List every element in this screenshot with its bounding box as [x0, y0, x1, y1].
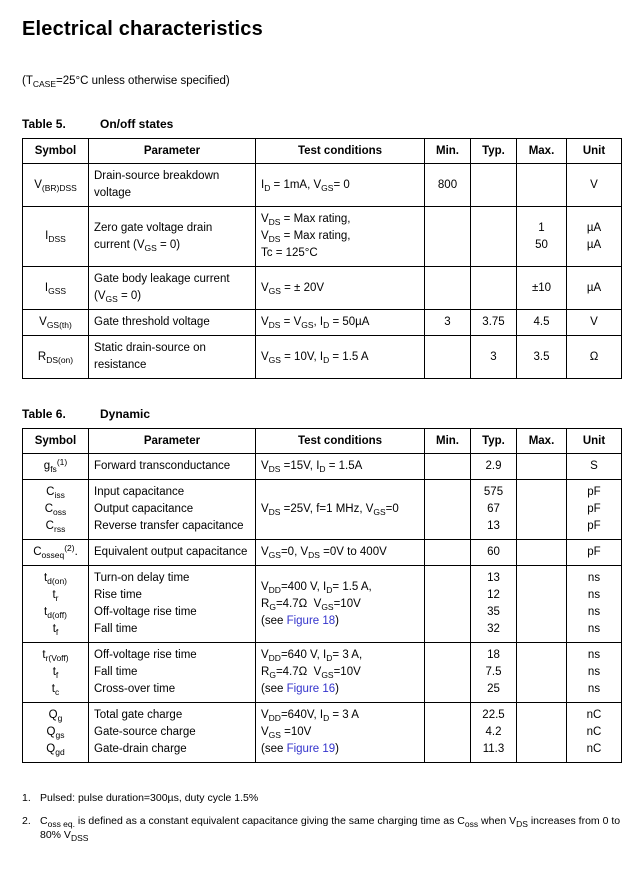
- min-cell: [425, 643, 471, 703]
- cell-line: Gate threshold voltage: [94, 316, 210, 328]
- table6-title: Dynamic: [100, 407, 151, 421]
- cell-line: Gate-source charge: [94, 726, 196, 738]
- max-cell: [517, 566, 567, 643]
- cell-line: Fall time: [94, 623, 138, 635]
- subscript: GSS: [48, 285, 67, 296]
- subscript: GS: [373, 507, 386, 517]
- subscript: D: [326, 584, 333, 595]
- characteristics-table: [22, 428, 622, 763]
- cell-line: nC: [586, 743, 602, 755]
- cell-line: Off-voltage rise time: [94, 649, 197, 661]
- typ-cell: [471, 267, 517, 310]
- cell-line: 25: [487, 683, 500, 695]
- table-row: [23, 540, 622, 566]
- subscript: DS: [516, 819, 528, 829]
- min-cell: [425, 454, 471, 480]
- parameter-cell: [89, 703, 256, 763]
- conditions-cell: [256, 310, 425, 336]
- symbol-cell: [23, 643, 89, 703]
- max-cell: [517, 643, 567, 703]
- cell-line: $I_{DSS}$: [45, 230, 66, 244]
- cell-line: $V_{DS}$ = Max rating,: [261, 213, 351, 227]
- cell-line: Gate body leakage current $(V_{GS} = 0)$: [94, 273, 230, 304]
- conditions-cell: [256, 207, 425, 267]
- subscript: gs: [55, 730, 65, 740]
- cell-line: $V_{DS} =25V$, f=1 MHz, $V_{GS}=0$: [261, 503, 399, 517]
- table-row: [23, 310, 622, 336]
- unit-cell: [567, 267, 622, 310]
- subscript: GS: [321, 601, 334, 612]
- cell-line: $t_{r(Voff)}$: [42, 649, 69, 663]
- max-cell: [517, 454, 567, 480]
- cell-line: $Q_g$: [48, 709, 63, 723]
- cell-line: 13: [487, 572, 500, 584]
- figure-link[interactable]: Figure 18: [286, 614, 336, 627]
- cell-line: Input capacitance: [94, 486, 185, 498]
- cell-line: Cross-over time: [94, 683, 176, 695]
- dynamic-section: [22, 407, 621, 763]
- cell-line: $V_{DD}=640V$, $I_D = 3$ A: [261, 709, 359, 723]
- cell-line: $t_f$: [52, 623, 59, 637]
- symbol-cell: [23, 310, 89, 336]
- cell-line: Gate-drain charge: [94, 743, 187, 755]
- subscript: GS: [268, 550, 281, 560]
- subscript: GS: [105, 294, 118, 304]
- subscript: r(Voff): [45, 653, 69, 663]
- onoff-states-section: [22, 117, 621, 379]
- subscript: f: [55, 670, 59, 680]
- cell-line: pF: [587, 546, 601, 558]
- header-row: [23, 429, 622, 454]
- subscript: oss: [464, 819, 479, 829]
- unit-cell: [567, 207, 622, 267]
- column-header: Parameter: [89, 139, 256, 164]
- column-header: Test conditions: [256, 139, 425, 164]
- cell-line: ±10: [531, 281, 552, 294]
- column-header: Min.: [425, 139, 471, 164]
- conditions-cell: [256, 267, 425, 310]
- min-cell: [425, 703, 471, 763]
- cell-line: V: [590, 178, 598, 191]
- table-row: [23, 480, 622, 540]
- cell-line: µA: [586, 238, 602, 251]
- cell-line: V: [590, 316, 598, 328]
- subscript: (BR)DSS: [41, 182, 77, 193]
- cell-line: nC: [586, 726, 602, 738]
- column-header: Unit: [567, 429, 622, 454]
- subscript: GS: [268, 354, 281, 365]
- max-cell: [517, 703, 567, 763]
- cell-line: $V_{GS} =10V$: [261, 726, 312, 740]
- footnotes: [22, 791, 621, 842]
- cell-line: pF: [587, 503, 601, 515]
- parameter-cell: [89, 454, 256, 480]
- table-row: [23, 164, 622, 207]
- unit-cell: [567, 310, 622, 336]
- typ-cell: [471, 336, 517, 379]
- cell-line: $t_c$: [51, 683, 60, 697]
- subscript: CASE: [32, 79, 57, 89]
- figure-link[interactable]: Figure 19: [286, 743, 336, 755]
- onoff-states-table: [22, 138, 621, 379]
- symbol-cell: [23, 267, 89, 310]
- subscript: DS: [268, 217, 281, 227]
- typ-cell: [471, 643, 517, 703]
- subscript: DD: [268, 713, 281, 723]
- symbol-cell: [23, 703, 89, 763]
- cell-line: (see Figure 19): [261, 743, 340, 755]
- cell-line: pF: [587, 520, 601, 532]
- subscript: osseq: [41, 550, 65, 560]
- subscript: D: [323, 354, 330, 365]
- cell-line: 3: [490, 350, 497, 363]
- column-header: Typ.: [471, 139, 517, 164]
- symbol-cell: [23, 566, 89, 643]
- table-row: [23, 454, 622, 480]
- cell-line: Output capacitance: [94, 503, 194, 515]
- subscript: D: [323, 320, 330, 330]
- table-row: [23, 703, 622, 763]
- subscript: g: [57, 713, 63, 723]
- unit-cell: [567, 643, 622, 703]
- parameter-cell: [89, 310, 256, 336]
- cell-line: $V_{(BR)DSS}$: [34, 178, 77, 193]
- characteristics-table: [22, 138, 622, 379]
- min-cell: [425, 566, 471, 643]
- subscript: iss: [54, 490, 65, 500]
- column-header: Max.: [517, 429, 567, 454]
- page-title: Electrical characteristics: [22, 18, 263, 40]
- subscript: DD: [268, 653, 281, 663]
- subscript: d(on): [47, 576, 68, 586]
- table6-label: Table 6.: [22, 407, 66, 421]
- cell-line: $C_{osseq}^{(2)}$.: [33, 543, 78, 560]
- footnote-number: 1.: [22, 792, 31, 804]
- conditions-cell: [256, 643, 425, 703]
- cell-line: Turn-on delay time: [94, 572, 190, 584]
- max-cell: [517, 267, 567, 310]
- table5-label: Table 5.: [22, 117, 66, 131]
- symbol-cell: [23, 454, 89, 480]
- parameter-cell: [89, 207, 256, 267]
- unit-cell: [567, 454, 622, 480]
- typ-cell: [471, 540, 517, 566]
- cell-line: $I_D = 1mA$, $V_{GS}= 0$: [261, 178, 350, 193]
- conditions-cell: [256, 164, 425, 207]
- cell-line: 575: [483, 486, 504, 498]
- subscript: DSS: [48, 234, 66, 244]
- table-row: [23, 566, 622, 643]
- subscript: DS: [308, 550, 320, 560]
- cell-line: $t_f$: [52, 666, 59, 680]
- subscript: GS: [321, 182, 334, 193]
- cell-line: Zero gate voltage drain current $(V_{GS} = 0)$: [94, 221, 213, 253]
- cell-line: 3: [444, 316, 451, 328]
- column-header: Max.: [517, 139, 567, 164]
- cell-line: Fall time: [94, 666, 138, 678]
- unit-cell: [567, 540, 622, 566]
- symbol-cell: [23, 164, 89, 207]
- header-row: [23, 139, 622, 164]
- cell-line: 18: [487, 649, 500, 661]
- dynamic-table: [22, 428, 621, 763]
- conditions-cell: [256, 703, 425, 763]
- subscript: DS: [268, 234, 281, 244]
- min-cell: [425, 267, 471, 310]
- footnote-ref: (2): [64, 543, 75, 553]
- cell-line: $V_{DD}=400$ V, $I_D= 1.5$ A,: [261, 580, 372, 595]
- cell-line: Static drain-source on resistance: [94, 342, 206, 371]
- subscript: oss: [53, 507, 67, 517]
- cell-line: ns: [587, 683, 601, 695]
- cell-line: $V_{GS}$ = ± 20V: [261, 281, 325, 296]
- symbol-cell: [23, 540, 89, 566]
- cell-line: $R_{DS(on)}$: [37, 350, 74, 365]
- cell-line: 22.5: [482, 709, 505, 721]
- subscript: r: [55, 593, 59, 603]
- max-cell: [517, 207, 567, 267]
- figure-link[interactable]: Figure 16: [286, 683, 336, 695]
- cell-line: Total gate charge: [94, 709, 183, 721]
- cell-line: $V_{DD}=640$ V, $I_D= 3$ A,: [261, 649, 363, 663]
- column-header: Min.: [425, 429, 471, 454]
- subscript: DD: [268, 584, 281, 595]
- conditions-cell: [256, 480, 425, 540]
- typ-cell: [471, 310, 517, 336]
- footnote-text: $C_{oss eq.}$ is defined as a constant equivalent capacitance giving the same charging time as $C_{oss}$ when $V_{DS}$ increases from 0 to 80% $V_{DSS}$: [40, 815, 621, 843]
- cell-line: 67: [487, 503, 500, 515]
- table5-caption: [22, 117, 621, 131]
- subscript: G: [269, 601, 276, 612]
- subscript: d(off): [47, 610, 67, 620]
- cell-line: S: [590, 460, 598, 472]
- cell-line: ns: [587, 649, 601, 661]
- cell-line: $Q_{gd}$: [46, 743, 65, 757]
- cell-line: 3.75: [482, 316, 505, 328]
- test-conditions-note: ($T_{CASE}=25^\circ C$ unless otherwise specified): [22, 75, 230, 89]
- cell-line: 60: [487, 546, 500, 558]
- cell-line: Equivalent output capacitance: [94, 546, 248, 558]
- table6-caption: [22, 407, 621, 421]
- cell-line: ns: [587, 623, 601, 635]
- parameter-cell: [89, 540, 256, 566]
- conditions-cell: [256, 336, 425, 379]
- footnote-number: 2.: [22, 815, 31, 827]
- max-cell: [517, 480, 567, 540]
- cell-line: $R_G=4.7\Omega$ $V_{GS}=10V$: [261, 666, 361, 680]
- parameter-cell: [89, 480, 256, 540]
- cell-line: ns: [587, 666, 601, 678]
- typ-cell: [471, 480, 517, 540]
- conditions-cell: [256, 540, 425, 566]
- column-header: Symbol: [23, 429, 89, 454]
- subscript: DS: [268, 507, 281, 517]
- table5-title: On/off states: [100, 117, 174, 131]
- typ-cell: [471, 207, 517, 267]
- cell-line: Forward transconductance: [94, 460, 231, 472]
- unit-cell: [567, 164, 622, 207]
- conditions-cell: [256, 566, 425, 643]
- subscript: GS: [321, 670, 334, 680]
- cell-line: $g_{fs}^{(1)}$: [43, 457, 68, 474]
- max-cell: [517, 164, 567, 207]
- cell-line: $V_{GS}=0$, $V_{DS} =0V$ to 400V: [261, 546, 387, 560]
- cell-line: 2.9: [485, 460, 502, 472]
- cell-line: 7.5: [485, 666, 502, 678]
- cell-line: Rise time: [94, 589, 142, 601]
- subscript: GS(th): [46, 320, 72, 330]
- typ-cell: [471, 164, 517, 207]
- cell-line: $C_{oss}$: [44, 503, 67, 517]
- cell-line: µA: [586, 281, 602, 294]
- cell-line: $t_{d(on)}$: [43, 572, 68, 586]
- footnote-text: Pulsed: pulse duration=300µs, duty cycle 1.5%: [40, 792, 259, 804]
- cell-line: $V_{DS} =15V$, $I_D = 1.5A$: [261, 460, 363, 474]
- cell-line: ns: [587, 589, 601, 601]
- table-row: [23, 267, 622, 310]
- subscript: GS: [301, 320, 314, 330]
- unit-cell: [567, 480, 622, 540]
- min-cell: [425, 336, 471, 379]
- subscript: fs: [50, 464, 57, 474]
- footnote-2: [22, 814, 621, 842]
- cell-line: $t_{d(off)}$: [44, 606, 67, 620]
- min-cell: [425, 207, 471, 267]
- cell-line: $V_{DS}$ = Max rating,: [261, 230, 351, 244]
- cell-line: Tc = 125°C: [261, 247, 318, 259]
- cell-line: pF: [587, 486, 601, 498]
- parameter-cell: [89, 336, 256, 379]
- symbol-cell: [23, 480, 89, 540]
- min-cell: [425, 164, 471, 207]
- cell-line: (see Figure 18): [261, 614, 340, 627]
- subscript: G: [269, 670, 276, 680]
- cell-line: $V_{GS(th)}$: [39, 316, 72, 330]
- subscript: GS: [144, 242, 157, 253]
- cell-line: 800: [437, 178, 458, 191]
- cell-line: $Q_{gs}$: [46, 726, 65, 740]
- column-header: Test conditions: [256, 429, 425, 454]
- max-cell: [517, 540, 567, 566]
- subscript: GS: [268, 285, 281, 296]
- unit-cell: [567, 336, 622, 379]
- typ-cell: [471, 566, 517, 643]
- cell-line: Off-voltage rise time: [94, 606, 197, 618]
- subscript: f: [55, 627, 59, 637]
- subscript: DS: [268, 464, 281, 474]
- parameter-cell: [89, 643, 256, 703]
- cell-line: Reverse transfer capacitance: [94, 520, 244, 532]
- subscript: gd: [55, 747, 65, 757]
- cell-line: $V_{GS} = 10V$, $I_D = 1.5$ A: [261, 350, 369, 365]
- column-header: Unit: [567, 139, 622, 164]
- table-row: [23, 207, 622, 267]
- cell-line: ns: [587, 572, 601, 584]
- cell-line: $I_{GSS}$: [44, 281, 67, 296]
- typ-cell: [471, 454, 517, 480]
- cell-line: 35: [487, 606, 500, 618]
- subscript: DS(on): [46, 354, 74, 365]
- column-header: Typ.: [471, 429, 517, 454]
- subscript: oss eq.: [47, 819, 75, 829]
- parameter-cell: [89, 267, 256, 310]
- cell-line: (see Figure 16): [261, 683, 340, 695]
- cell-line: $R_G=4.7\Omega$ $V_{GS}=10V$: [261, 597, 361, 612]
- conditions-cell: [256, 454, 425, 480]
- column-header: Parameter: [89, 429, 256, 454]
- cell-line: 13: [487, 520, 500, 532]
- cell-line: nC: [586, 709, 602, 721]
- table-row: [23, 336, 622, 379]
- subscript: c: [54, 687, 60, 697]
- subscript: D: [323, 713, 330, 723]
- min-cell: [425, 310, 471, 336]
- cell-line: Drain-source breakdown voltage: [94, 170, 220, 199]
- min-cell: [425, 480, 471, 540]
- max-cell: [517, 310, 567, 336]
- subscript: rss: [53, 524, 66, 534]
- cell-line: 12: [487, 589, 500, 601]
- footnote-1: [22, 791, 621, 805]
- cell-line: 1: [538, 221, 545, 234]
- unit-cell: [567, 566, 622, 643]
- min-cell: [425, 540, 471, 566]
- cell-line: $t_r$: [52, 589, 59, 603]
- cell-line: 4.5: [533, 316, 550, 328]
- cell-line: 3.5: [533, 350, 550, 363]
- subscript: DSS: [70, 833, 89, 843]
- cell-line: 50: [535, 238, 548, 251]
- cell-line: $C_{iss}$: [46, 486, 65, 500]
- parameter-cell: [89, 566, 256, 643]
- subscript: D: [326, 653, 333, 663]
- subscript: D: [319, 464, 326, 474]
- parameter-cell: [89, 164, 256, 207]
- cell-line: ns: [587, 606, 601, 618]
- cell-line: 4.2: [485, 726, 502, 738]
- subscript: D: [264, 182, 271, 193]
- symbol-cell: [23, 336, 89, 379]
- cell-line: Ω: [589, 350, 599, 363]
- symbol-cell: [23, 207, 89, 267]
- cell-line: $V_{DS} = V_{GS}$, $I_D = 50\mu A$: [261, 316, 370, 330]
- unit-cell: [567, 703, 622, 763]
- cell-line: 32: [487, 623, 500, 635]
- cell-line: $C_{rss}$: [45, 520, 66, 534]
- subscript: DS: [268, 320, 281, 330]
- table-row: [23, 643, 622, 703]
- cell-line: µA: [586, 221, 602, 234]
- cell-line: 11.3: [482, 743, 505, 755]
- typ-cell: [471, 703, 517, 763]
- subscript: GS: [268, 730, 281, 740]
- column-header: Symbol: [23, 139, 89, 164]
- max-cell: [517, 336, 567, 379]
- footnote-ref: (1): [56, 457, 68, 467]
